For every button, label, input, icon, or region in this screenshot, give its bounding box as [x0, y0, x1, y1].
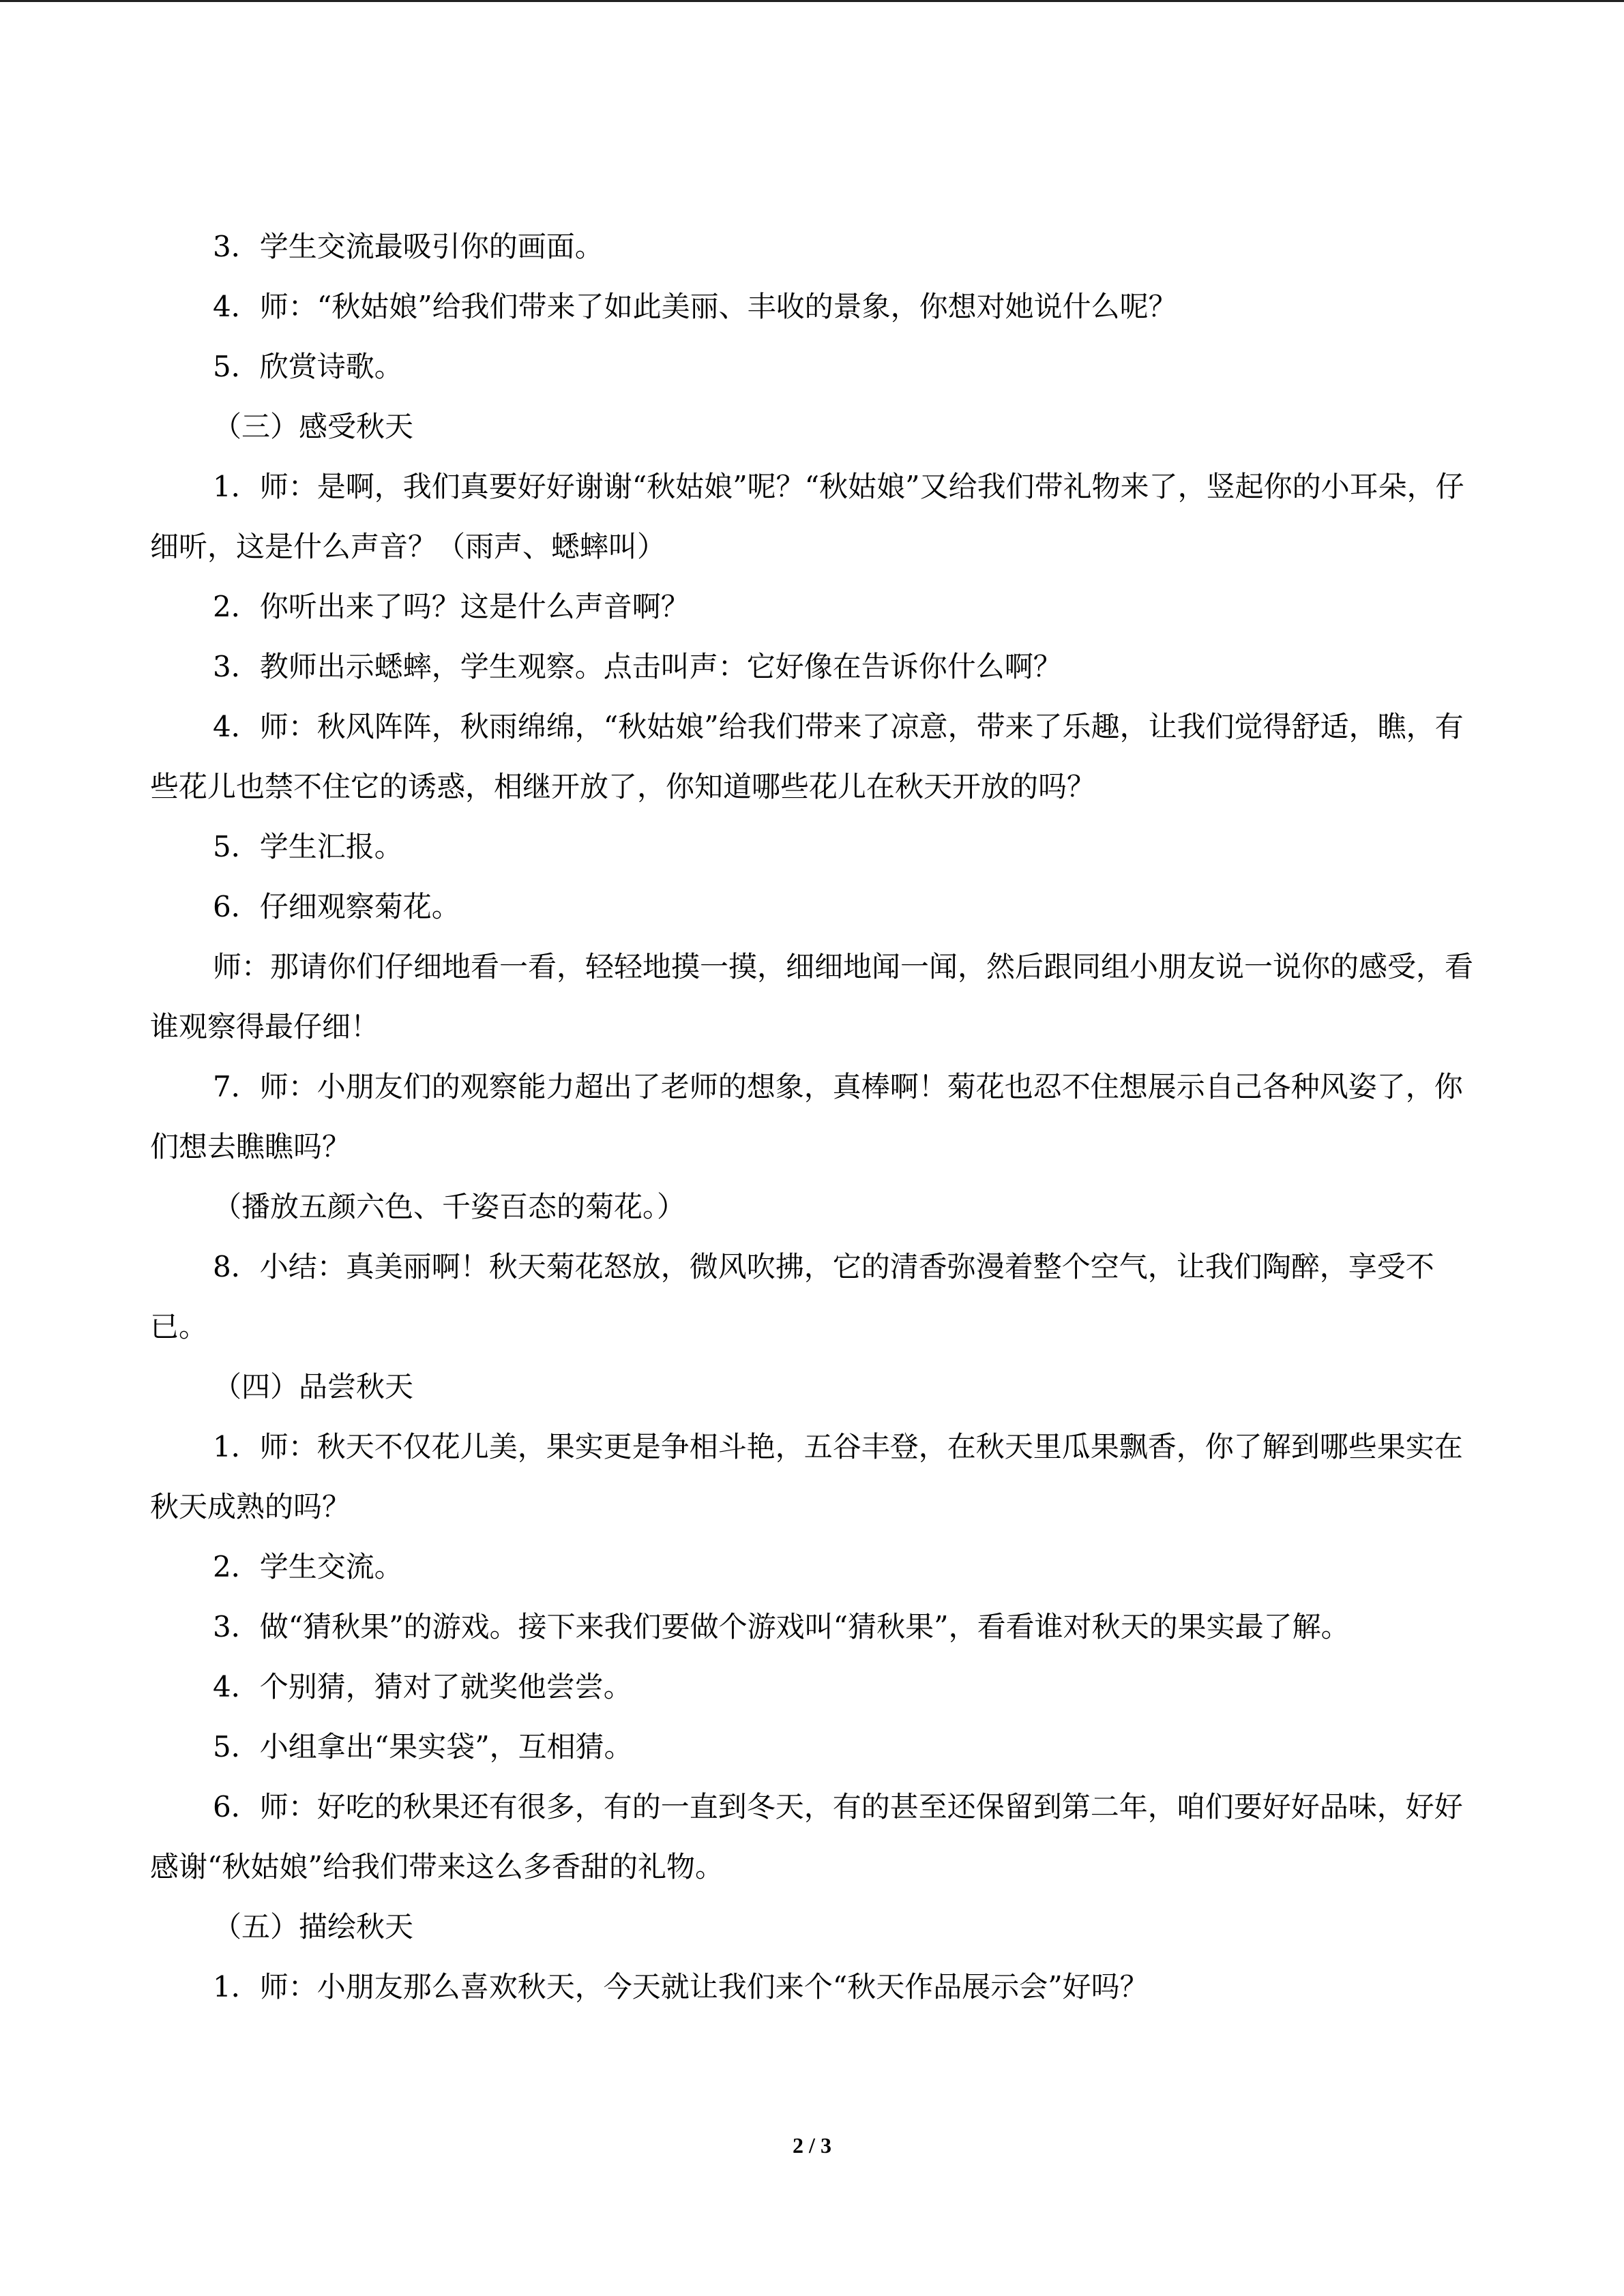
paragraph: 4．师：秋风阵阵，秋雨绵绵，“秋姑娘”给我们带来了凉意，带来了乐趣，让我们觉得舒适，瞧，有些花儿也禁不住它的诱惑，相继开放了，你知道哪些花儿在秋天开放的吗？: [150, 710, 1464, 803]
section-heading: （四）品尝秋天: [213, 1370, 414, 1403]
paragraph: 8．小结：真美丽啊！秋天菊花怒放，微风吹拂，它的清香弥漫着整个空气，让我们陶醉，享受不已。: [150, 1250, 1434, 1343]
paragraph: （播放五颜六色、千姿百态的菊花。）: [213, 1190, 686, 1223]
section-heading: （三）感受秋天: [213, 410, 414, 443]
top-border-line: [0, 0, 1624, 2]
paragraph: 5．学生汇报。: [213, 830, 403, 863]
page-number: 2 / 3: [793, 2133, 831, 2158]
paragraph: 5．小组拿出“果实袋”，互相猜。: [213, 1730, 633, 1763]
section-heading: （五）描绘秋天: [213, 1910, 414, 1943]
paragraph: 6．仔细观察菊花。: [213, 890, 460, 923]
paragraph: 6．师：好吃的秋果还有很多，有的一直到冬天，有的甚至还保留到第二年，咱们要好好品味，好好感谢“秋姑娘”给我们带来这么多香甜的礼物。: [150, 1790, 1463, 1883]
paragraph: 师：那请你们仔细地看一看，轻轻地摸一摸，细细地闻一闻，然后跟同组小朋友说一说你的感受，看谁观察得最仔细！: [150, 950, 1474, 1043]
paragraph: 1．师：是啊，我们真要好好谢谢“秋姑娘”呢？“秋姑娘”又给我们带礼物来了，竖起你的小耳朵，仔细听，这是什么声音？（雨声、蟋蟀叫）: [150, 470, 1464, 563]
paragraph: 3．学生交流最吸引你的画面。: [213, 230, 604, 263]
paragraph: 2．你听出来了吗？这是什么声音啊？: [213, 590, 690, 623]
paragraph: 1．师：小朋友那么喜欢秋天，今天就让我们来个“秋天作品展示会”好吗？: [213, 1970, 1149, 2003]
paragraph: 4．个别猜，猜对了就奖他尝尝。: [213, 1670, 632, 1703]
paragraph: 1．师：秋天不仅花儿美，果实更是争相斗艳，五谷丰登，在秋天里瓜果飘香，你了解到哪些果实在秋天成熟的吗？: [150, 1430, 1463, 1523]
body-text: [150, 217, 1473, 2017]
paragraph: 7．师：小朋友们的观察能力超出了老师的想象，真棒啊！菊花也忍不住想展示自己各种风姿了，你们想去瞧瞧吗？: [150, 1070, 1463, 1163]
paragraph: 2．学生交流。: [213, 1550, 403, 1583]
paragraph: 3．教师出示蟋蟀，学生观察。点击叫声：它好像在告诉你什么啊？: [213, 650, 1062, 683]
paragraph: 4．师：“秋姑娘”给我们带来了如此美丽、丰收的景象，你想对她说什么呢？: [213, 290, 1177, 323]
paragraph: 3．做“猜秋果”的游戏。接下来我们要做个游戏叫“猜秋果”，看看谁对秋天的果实最了解。: [213, 1610, 1350, 1643]
paragraph: 5．欣赏诗歌。: [213, 350, 403, 383]
